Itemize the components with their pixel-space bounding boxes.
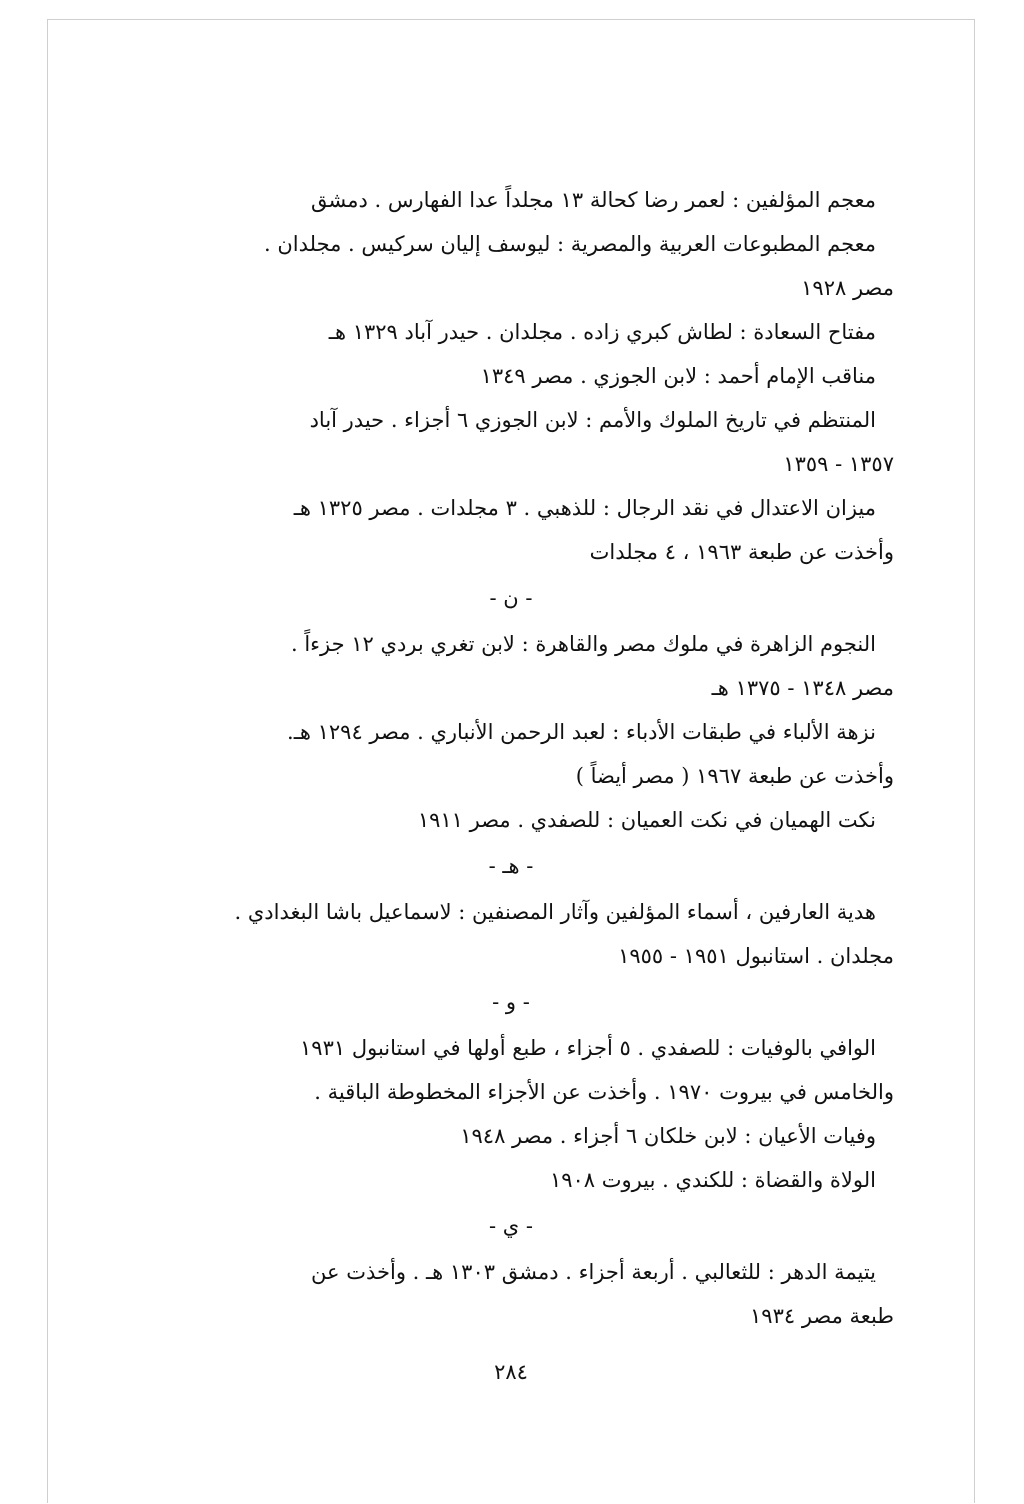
bibliography-entry	[128, 1158, 894, 1202]
entry-line: نزهة الألباء في طبقات الأدباء : لعبد الرحمن الأنباري . مصر ١٢٩٤ هـ.	[287, 720, 876, 744]
bibliography-entry	[128, 354, 894, 398]
entry-continuation-line: مجلدان . استانبول ١٩٥١ - ١٩٥٥	[618, 944, 894, 968]
entry-line: وفيات الأعيان : لابن خلكان ٦ أجزاء . مصر ١٩٤٨	[460, 1124, 876, 1148]
entry-continuation-line: مصر ١٩٢٨	[801, 276, 894, 300]
section-heading-ya: - ي -	[489, 1214, 533, 1238]
entry-line: هدية العارفين ، أسماء المؤلفين وآثار المصنفين : لاسماعيل باشا البغدادي .	[234, 900, 876, 924]
entry-continuation-line: طبعة مصر ١٩٣٤	[750, 1304, 894, 1328]
entry-line: الوافي بالوفيات : للصفدي . ٥ أجزاء ، طبع أولها في استانبول ١٩٣١	[300, 1036, 876, 1060]
entry-line: معجم المطبوعات العربية والمصرية : ليوسف إليان سركيس . مجلدان .	[263, 232, 876, 256]
entry-continuation-line: وأخذت عن طبعة ١٩٦٧ ( مصر أيضاً )	[575, 764, 894, 788]
entry-line: مناقب الإمام أحمد : لابن الجوزي . مصر ١٣٤٩	[480, 364, 876, 388]
section-heading-waw: - و -	[492, 990, 530, 1014]
entry-continuation-line: ١٣٥٧ - ١٣٥٩	[783, 452, 894, 476]
bibliography-entry	[128, 1114, 894, 1158]
bibliography-entry	[128, 1250, 894, 1338]
bibliography-entry	[128, 178, 894, 222]
entry-line: الولاة والقضاة : للكندي . بيروت ١٩٠٨	[549, 1168, 876, 1192]
entry-line: نكت الهميان في نكت العميان : للصفدي . مصر ١٩١١	[417, 808, 876, 832]
bibliography-entry	[128, 398, 894, 486]
entry-continuation-line: مصر ١٣٤٨ - ١٣٧٥ هـ	[711, 676, 894, 700]
bibliography-entry	[128, 710, 894, 798]
entry-line: مفتاح السعادة : لطاش كبري زاده . مجلدان . حيدر آباد ١٣٢٩ هـ	[328, 320, 876, 344]
entry-line: ميزان الاعتدال في نقد الرجال : للذهبي . ٣ مجلدات . مصر ١٣٢٥ هـ	[293, 496, 876, 520]
bibliography-entry	[128, 1026, 894, 1114]
bibliography-entry	[128, 798, 894, 842]
entries-group-ha	[128, 890, 894, 978]
page-number: ٢٨٤	[494, 1360, 528, 1384]
bibliography-list	[128, 178, 894, 1338]
entries-group-waw	[128, 1026, 894, 1202]
bibliography-entry	[128, 310, 894, 354]
entry-line: معجم المؤلفين : لعمر رضا كحالة ١٣ مجلداً عدا الفهارس . دمشق	[310, 188, 876, 212]
entry-line: يتيمة الدهر : للثعالبي . أربعة أجزاء . دمشق ١٣٠٣ هـ . وأخذت عن	[311, 1260, 876, 1284]
section-heading-nun: - ن -	[489, 586, 533, 610]
bibliography-entry	[128, 486, 894, 574]
entries-group-nun	[128, 622, 894, 842]
entry-continuation-line: وأخذت عن طبعة ١٩٦٣ ، ٤ مجلدات	[589, 540, 894, 564]
bibliography-entry	[128, 890, 894, 978]
book-page	[47, 19, 975, 1503]
entries-group-top	[128, 178, 894, 574]
entry-line: النجوم الزاهرة في ملوك مصر والقاهرة : لابن تغري بردي ١٢ جزءاً .	[290, 632, 876, 656]
section-heading-ha: - هـ -	[488, 854, 534, 878]
entry-line: المنتظم في تاريخ الملوك والأمم : لابن الجوزي ٦ أجزاء . حيدر آباد	[309, 408, 876, 432]
entry-continuation-line: والخامس في بيروت ١٩٧٠ . وأخذت عن الأجزاء المخطوطة الباقية .	[314, 1080, 894, 1104]
bibliography-entry	[128, 222, 894, 310]
bibliography-entry	[128, 622, 894, 710]
entries-group-ya	[128, 1250, 894, 1338]
